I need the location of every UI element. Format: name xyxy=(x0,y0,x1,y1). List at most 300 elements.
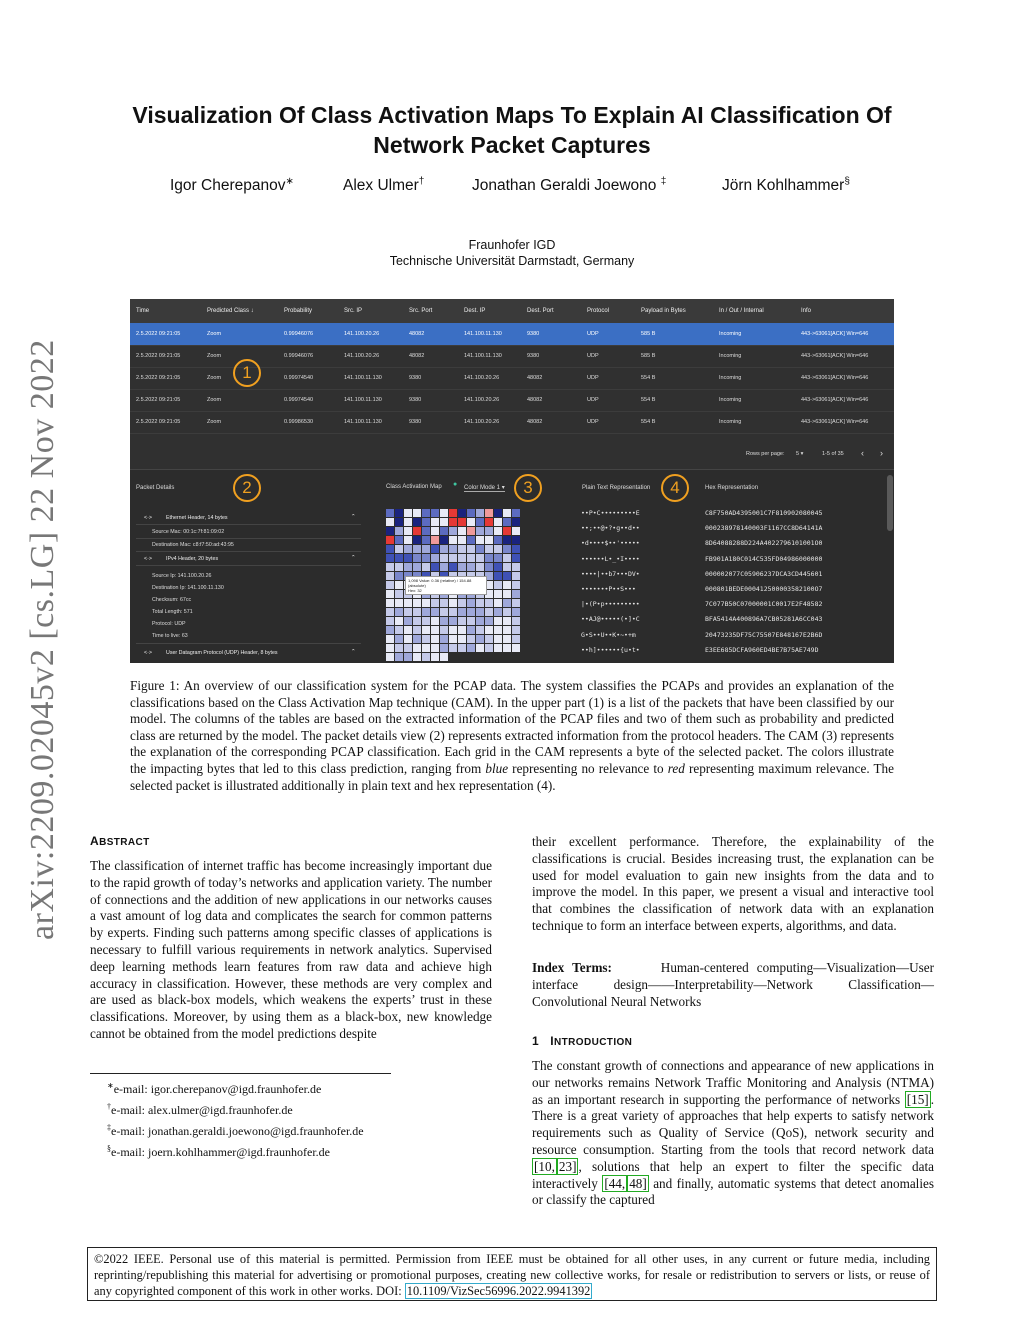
cam-cell[interactable] xyxy=(449,599,457,607)
cam-cell[interactable] xyxy=(395,608,403,616)
table-cell: 2.5.2022 09:21:05 xyxy=(136,397,181,403)
cam-cell[interactable] xyxy=(458,617,466,625)
cam-cell[interactable] xyxy=(494,617,502,625)
cam-cell[interactable] xyxy=(404,599,412,607)
cam-cell[interactable] xyxy=(386,581,394,589)
author-4 xyxy=(722,176,850,195)
cam-cell[interactable] xyxy=(449,554,457,562)
cam-cell[interactable] xyxy=(386,617,394,625)
cam-cell[interactable] xyxy=(431,608,439,616)
cam-cell[interactable] xyxy=(395,635,403,643)
scrollbar[interactable] xyxy=(887,475,893,531)
cam-cell[interactable] xyxy=(386,536,394,544)
cam-cell[interactable] xyxy=(512,554,520,562)
cam-cell[interactable] xyxy=(449,527,457,535)
cam-cell[interactable] xyxy=(395,581,403,589)
protocol: Protocol: UDP xyxy=(152,621,186,627)
prev-page-icon[interactable]: ‹ xyxy=(861,448,864,458)
footnote-text: e-mail: igor.cherepanov@igd.fraunhofer.de xyxy=(113,1082,322,1096)
cam-cell[interactable] xyxy=(467,554,475,562)
cam-cell[interactable] xyxy=(413,536,421,544)
cam-cell[interactable] xyxy=(422,608,430,616)
cam-cell[interactable] xyxy=(422,626,430,634)
cam-cell[interactable] xyxy=(458,599,466,607)
cam-cell[interactable] xyxy=(512,599,520,607)
cam-cell[interactable] xyxy=(440,644,448,652)
cam-cell[interactable] xyxy=(395,527,403,535)
cam-cell[interactable] xyxy=(431,536,439,544)
chevron-up-icon[interactable]: ⌃ xyxy=(351,514,356,520)
cam-cell[interactable] xyxy=(503,581,511,589)
cam-cell[interactable] xyxy=(476,617,484,625)
cam-cell[interactable] xyxy=(431,635,439,643)
cam-cell[interactable] xyxy=(404,617,412,625)
source-ip: Source Ip: 141.100.20.26 xyxy=(152,573,212,579)
cam-cell[interactable] xyxy=(467,545,475,553)
cam-cell[interactable] xyxy=(467,527,475,535)
cam-cell[interactable] xyxy=(467,626,475,634)
affiliation-2: Technische Universität Darmstadt, Germany xyxy=(389,254,635,268)
cam-cell[interactable] xyxy=(503,527,511,535)
citation-link[interactable]: 23] xyxy=(558,1158,577,1174)
cam-cell[interactable] xyxy=(404,545,412,553)
table-cell: 0.99974540 xyxy=(284,375,314,381)
cam-cell[interactable] xyxy=(449,536,457,544)
citation-link[interactable]: [10, xyxy=(534,1158,555,1174)
cam-cell[interactable] xyxy=(422,653,430,661)
cam-cell[interactable] xyxy=(449,608,457,616)
cam-cell[interactable] xyxy=(395,518,403,526)
cam-cell[interactable] xyxy=(503,635,511,643)
cam-cell[interactable] xyxy=(395,590,403,598)
cam-cell[interactable] xyxy=(458,518,466,526)
cam-cell[interactable] xyxy=(386,554,394,562)
cam-cell[interactable] xyxy=(485,599,493,607)
cam-cell[interactable] xyxy=(485,536,493,544)
section-number: 1 xyxy=(532,1034,540,1048)
hex-line: 000238978140003F1167CC8D64141A xyxy=(705,524,823,533)
hex-line: 7C077B50C07000001C0017E2F48582 xyxy=(705,600,823,609)
cam-cell[interactable] xyxy=(503,617,511,625)
cam-cell[interactable] xyxy=(431,545,439,553)
cam-cell[interactable] xyxy=(512,644,520,652)
cam-cell[interactable] xyxy=(458,563,466,571)
cam-cell[interactable] xyxy=(431,644,439,652)
cam-cell[interactable] xyxy=(494,527,502,535)
chevron-up-icon[interactable]: ⌃ xyxy=(351,555,356,561)
cam-cell[interactable] xyxy=(476,626,484,634)
author-2 xyxy=(343,176,424,195)
cam-cell[interactable] xyxy=(494,590,502,598)
cam-cell[interactable] xyxy=(485,608,493,616)
cam-cell[interactable] xyxy=(476,527,484,535)
cam-cell[interactable] xyxy=(386,590,394,598)
cam-cell[interactable] xyxy=(395,509,403,517)
citation-link[interactable]: [15] xyxy=(906,1091,929,1107)
cam-cell[interactable] xyxy=(395,572,403,580)
cam-cell[interactable] xyxy=(413,626,421,634)
cam-cell[interactable] xyxy=(467,563,475,571)
hex-line: 20473235DF75C75507E848167E2B6D xyxy=(705,630,823,639)
intro-text: , solutions that help an expert to filter the specific data interactively xyxy=(532,1158,934,1191)
cam-cell[interactable] xyxy=(494,626,502,634)
cam-cell[interactable] xyxy=(449,563,457,571)
cam-cell[interactable] xyxy=(485,554,493,562)
cam-cell[interactable] xyxy=(449,509,457,517)
cam-cell[interactable] xyxy=(512,626,520,634)
cam-cell[interactable] xyxy=(476,518,484,526)
cam-cell[interactable] xyxy=(413,509,421,517)
cam-cell[interactable] xyxy=(494,608,502,616)
cam-cell[interactable] xyxy=(386,608,394,616)
cam-cell[interactable] xyxy=(440,545,448,553)
tooltip-hex: Hex: 32 xyxy=(408,588,422,593)
col-payload[interactable]: Payload in Bytes xyxy=(641,308,686,314)
cam-cell[interactable] xyxy=(386,509,394,517)
cam-cell[interactable] xyxy=(485,563,493,571)
cam-cell[interactable] xyxy=(404,644,412,652)
cam-cell[interactable] xyxy=(512,608,520,616)
introduction-heading xyxy=(532,1034,632,1048)
cam-cell[interactable] xyxy=(422,554,430,562)
cam-cell[interactable] xyxy=(449,617,457,625)
udp-header[interactable]: User Datagram Protocol (UDP) Header, 8 bytes xyxy=(166,650,278,656)
abstract-heading xyxy=(90,834,150,848)
cam-cell[interactable] xyxy=(494,554,502,562)
author-mark: † xyxy=(418,176,425,187)
cam-cell[interactable] xyxy=(512,635,520,643)
cam-cell[interactable] xyxy=(467,599,475,607)
cam-cell[interactable] xyxy=(422,518,430,526)
cam-cell[interactable] xyxy=(449,626,457,634)
cam-cell[interactable] xyxy=(395,554,403,562)
cam-cell[interactable] xyxy=(431,518,439,526)
plain-text-line: ••;••@•?•g••d•• xyxy=(581,524,640,533)
right-column-para: their excellent performance. Therefore, the explainability of the classifications is crucial. Besides increasing trust, the explanation can be used for model evaluation to gain new insights from the data and to improve the model. In this paper, we present a visual and interactive tool that combines the classification of network data with an explanation technique to form an interface between experts, algorithms, and data. xyxy=(532,834,934,933)
cam-cell[interactable] xyxy=(431,563,439,571)
cam-cell[interactable] xyxy=(467,509,475,517)
cam-cell[interactable] xyxy=(476,599,484,607)
cam-cell[interactable] xyxy=(386,545,394,553)
cam-cell[interactable] xyxy=(422,563,430,571)
cam-cell[interactable] xyxy=(512,545,520,553)
col-protocol[interactable]: Protocol xyxy=(587,308,610,314)
cam-cell[interactable] xyxy=(458,635,466,643)
cam-cell[interactable] xyxy=(386,599,394,607)
cam-cell[interactable] xyxy=(494,509,502,517)
cam-cell[interactable] xyxy=(404,653,412,661)
ipv4-header[interactable]: IPv4 Header, 20 bytes xyxy=(166,556,219,562)
cam-cell[interactable] xyxy=(476,536,484,544)
intro-text: The constant growth of connections and appearance of new applications in our networks remains Network Traffic Monitoring and Analysis (NTMA) as an important research in supporting the performance of networks xyxy=(532,1058,934,1107)
cam-cell[interactable] xyxy=(440,563,448,571)
cam-cell[interactable] xyxy=(431,527,439,535)
plain-text-line: •••••••P••S••• xyxy=(581,585,636,593)
cam-cell[interactable] xyxy=(476,608,484,616)
cam-cell[interactable] xyxy=(503,554,511,562)
cam-cell[interactable] xyxy=(449,635,457,643)
cam-cell[interactable] xyxy=(485,644,493,652)
table-cell: 9380 xyxy=(527,353,540,359)
cam-cell[interactable] xyxy=(512,590,520,598)
collapse-icon[interactable]: <·> xyxy=(144,515,152,521)
table-cell: 443->63061[ACK] Win=646 xyxy=(801,419,869,425)
col-src-port[interactable]: Src. Port xyxy=(409,308,433,314)
citation-link[interactable]: [44, xyxy=(604,1175,626,1191)
cam-cell[interactable] xyxy=(413,608,421,616)
cam-cell[interactable] xyxy=(395,536,403,544)
cam-cell[interactable] xyxy=(413,635,421,643)
cam-cell[interactable] xyxy=(503,509,511,517)
footnotes xyxy=(107,1077,507,1161)
col-src-ip[interactable]: Src. IP xyxy=(344,308,363,314)
cam-cell[interactable] xyxy=(512,617,520,625)
cam-cell[interactable] xyxy=(485,527,493,535)
cam-cell[interactable] xyxy=(431,626,439,634)
cam-cell[interactable] xyxy=(395,644,403,652)
table-cell: 0.99974540 xyxy=(284,397,314,403)
cam-cell[interactable] xyxy=(512,563,520,571)
col-time[interactable]: Time xyxy=(136,308,150,314)
cam-cell[interactable] xyxy=(422,545,430,553)
footnote-2 xyxy=(107,1098,507,1119)
cam-cell[interactable] xyxy=(422,599,430,607)
cam-cell[interactable] xyxy=(503,626,511,634)
table-row[interactable] xyxy=(130,323,894,346)
collapse-icon[interactable]: <·> xyxy=(144,650,152,656)
cam-cell[interactable] xyxy=(494,599,502,607)
cam-cell[interactable] xyxy=(386,635,394,643)
cam-cell[interactable] xyxy=(494,563,502,571)
cam-cell[interactable] xyxy=(476,563,484,571)
col-direction[interactable]: In / Out / Internal xyxy=(719,308,764,314)
chevron-up-icon[interactable]: ⌃ xyxy=(351,649,356,655)
col-predicted-class[interactable]: Predicted Class ↓ xyxy=(207,308,254,314)
cam-cell[interactable] xyxy=(494,518,502,526)
table-row[interactable] xyxy=(130,411,894,434)
cam-cell[interactable] xyxy=(422,644,430,652)
figure-caption xyxy=(130,678,894,794)
cam-cell[interactable] xyxy=(413,527,421,535)
cam-cell[interactable] xyxy=(404,518,412,526)
cam-cell[interactable] xyxy=(395,653,403,661)
cam-cell[interactable] xyxy=(395,545,403,553)
cam-cell[interactable] xyxy=(458,626,466,634)
cam-cell[interactable] xyxy=(395,626,403,634)
cam-cell[interactable] xyxy=(440,554,448,562)
cam-cell[interactable] xyxy=(413,599,421,607)
cam-cell[interactable] xyxy=(404,536,412,544)
hex-line: C8F750AD4395001C7F810902080045 xyxy=(705,509,823,517)
hex-line: 8D64088288D224A4022796101001O0 xyxy=(705,539,823,548)
destination-mac: Destination Mac: c8:f7:50:ad:43:95 xyxy=(152,542,234,548)
cam-cell[interactable] xyxy=(467,608,475,616)
cam-cell[interactable] xyxy=(467,644,475,652)
cam-cell[interactable] xyxy=(404,635,412,643)
cam-cell[interactable] xyxy=(458,608,466,616)
cam-cell[interactable] xyxy=(413,545,421,553)
cam-cell[interactable] xyxy=(449,545,457,553)
col-probability[interactable]: Probability xyxy=(284,308,313,314)
cam-cell[interactable] xyxy=(440,599,448,607)
cam-cell[interactable] xyxy=(395,617,403,625)
cam-cell[interactable] xyxy=(485,617,493,625)
cam-cell[interactable] xyxy=(386,653,394,661)
cam-cell[interactable] xyxy=(440,626,448,634)
cam-cell[interactable] xyxy=(404,509,412,517)
collapse-icon[interactable]: <·> xyxy=(144,556,152,562)
cam-cell[interactable] xyxy=(386,626,394,634)
hex-line: E3EE685DCFA960ED4BE7B75AE749D xyxy=(705,645,819,654)
cam-cell[interactable] xyxy=(503,590,511,598)
rows-per-page-select[interactable]: 5 ▾ xyxy=(796,451,804,457)
cam-cell[interactable] xyxy=(503,572,511,580)
table-cell: 554 B xyxy=(641,397,656,403)
cam-cell[interactable] xyxy=(431,617,439,625)
cam-cell[interactable] xyxy=(503,518,511,526)
cam-cell[interactable] xyxy=(413,563,421,571)
col-dest-ip[interactable]: Dest. IP xyxy=(464,308,486,314)
cam-cell[interactable] xyxy=(458,509,466,517)
cam-cell[interactable] xyxy=(422,617,430,625)
cam-cell[interactable] xyxy=(512,536,520,544)
cam-cell[interactable] xyxy=(503,536,511,544)
cam-cell[interactable] xyxy=(440,527,448,535)
cam-cell[interactable] xyxy=(476,554,484,562)
cam-cell[interactable] xyxy=(422,527,430,535)
cam-cell[interactable] xyxy=(503,608,511,616)
figure-1-screenshot xyxy=(130,299,894,663)
cam-cell[interactable] xyxy=(422,536,430,544)
cam-cell[interactable] xyxy=(404,608,412,616)
cam-cell[interactable] xyxy=(467,617,475,625)
cam-cell[interactable] xyxy=(422,635,430,643)
cam-cell[interactable] xyxy=(413,617,421,625)
cam-cell[interactable] xyxy=(512,527,520,535)
cam-cell[interactable] xyxy=(449,644,457,652)
caption-text: representing maximum relevance. The selected packet is illustrated additionally in plain text and hex representation (4). xyxy=(130,760,894,793)
cam-cell[interactable] xyxy=(458,527,466,535)
color-mode-select[interactable]: Color Mode 1 ▾ xyxy=(464,485,505,491)
cam-cell[interactable] xyxy=(485,626,493,634)
cam-cell[interactable] xyxy=(395,599,403,607)
cam-cell[interactable] xyxy=(431,509,439,517)
table-cell: 141.100.20.26 xyxy=(464,419,500,425)
cam-cell[interactable] xyxy=(485,635,493,643)
cam-cell[interactable] xyxy=(440,608,448,616)
col-info[interactable]: Info xyxy=(801,308,812,314)
cam-cell[interactable] xyxy=(467,635,475,643)
table-cell: 141.100.11.130 xyxy=(344,375,382,381)
cam-cell[interactable] xyxy=(458,644,466,652)
cam-cell[interactable] xyxy=(503,599,511,607)
cam-cell[interactable] xyxy=(395,563,403,571)
table-cell: UDP xyxy=(587,353,599,359)
table-cell: 9380 xyxy=(527,331,540,337)
table-cell: 443->63061[ACK] Win=646 xyxy=(801,331,869,337)
cam-cell[interactable] xyxy=(431,653,439,661)
cam-cell[interactable] xyxy=(440,653,448,661)
cam-cell[interactable] xyxy=(440,617,448,625)
cam-cell[interactable] xyxy=(485,518,493,526)
cam-cell[interactable] xyxy=(458,545,466,553)
cam-cell[interactable] xyxy=(494,572,502,580)
plain-text-line: ••P•C•••••••••E xyxy=(581,509,640,517)
cam-cell[interactable] xyxy=(467,536,475,544)
cam-cell[interactable] xyxy=(413,653,421,661)
cam-cell[interactable] xyxy=(485,545,493,553)
footnote-mark: ‡ xyxy=(107,1123,111,1132)
ethernet-header[interactable]: Ethernet Header, 14 bytes xyxy=(166,515,228,521)
cam-cell[interactable] xyxy=(386,572,394,580)
cam-cell[interactable] xyxy=(404,563,412,571)
citation-link[interactable]: 48] xyxy=(629,1175,647,1191)
cam-cell[interactable] xyxy=(494,581,502,589)
cam-cell[interactable] xyxy=(512,572,520,580)
cam-cell[interactable] xyxy=(494,545,502,553)
info-icon[interactable]: ● xyxy=(453,481,458,488)
cam-cell[interactable] xyxy=(494,635,502,643)
index-terms xyxy=(532,960,934,1010)
cam-cell[interactable] xyxy=(476,644,484,652)
intro-text: and finally, automatic systems that detect anomalies or classify the captured xyxy=(532,1175,934,1208)
cam-cell[interactable] xyxy=(431,554,439,562)
cam-cell[interactable] xyxy=(440,536,448,544)
cam-cell[interactable] xyxy=(386,563,394,571)
cam-cell[interactable] xyxy=(449,518,457,526)
cam-cell[interactable] xyxy=(512,509,520,517)
col-dest-port[interactable]: Dest. Port xyxy=(527,308,554,314)
next-page-icon[interactable]: › xyxy=(880,448,883,458)
cam-cell[interactable] xyxy=(431,599,439,607)
cam-cell[interactable] xyxy=(476,545,484,553)
cam-cell[interactable] xyxy=(512,581,520,589)
cam-cell[interactable] xyxy=(440,509,448,517)
cam-cell[interactable] xyxy=(386,518,394,526)
cam-cell[interactable] xyxy=(494,536,502,544)
cam-cell[interactable] xyxy=(503,563,511,571)
cam-cell[interactable] xyxy=(413,554,421,562)
cam-cell[interactable] xyxy=(413,644,421,652)
cam-cell[interactable] xyxy=(404,554,412,562)
cam-cell[interactable] xyxy=(503,545,511,553)
table-row[interactable] xyxy=(130,389,894,412)
cam-cell[interactable] xyxy=(458,536,466,544)
cam-cell[interactable] xyxy=(440,635,448,643)
cam-cell[interactable] xyxy=(386,644,394,652)
cam-cell[interactable] xyxy=(413,518,421,526)
cam-cell[interactable] xyxy=(458,554,466,562)
table-cell: 2.5.2022 09:21:05 xyxy=(136,353,181,359)
heading-initial: A xyxy=(90,834,100,848)
cam-cell[interactable] xyxy=(494,644,502,652)
cam-cell[interactable] xyxy=(476,635,484,643)
cam-cell[interactable] xyxy=(512,518,520,526)
divider xyxy=(136,565,361,566)
author-1 xyxy=(170,176,294,195)
cam-cell[interactable] xyxy=(467,518,475,526)
cam-cell[interactable] xyxy=(476,509,484,517)
cam-cell[interactable] xyxy=(422,509,430,517)
cam-cell[interactable] xyxy=(440,518,448,526)
cam-cell[interactable] xyxy=(386,527,394,535)
cam-cell[interactable] xyxy=(404,626,412,634)
cam-cell[interactable] xyxy=(404,527,412,535)
doi-link[interactable]: 10.1109/VizSec56996.2022.9941392 xyxy=(406,1284,591,1298)
plain-text-line: ••AJ@•••••(•]•C xyxy=(581,615,640,624)
cam-cell[interactable] xyxy=(503,644,511,652)
cam-cell[interactable] xyxy=(485,509,493,517)
